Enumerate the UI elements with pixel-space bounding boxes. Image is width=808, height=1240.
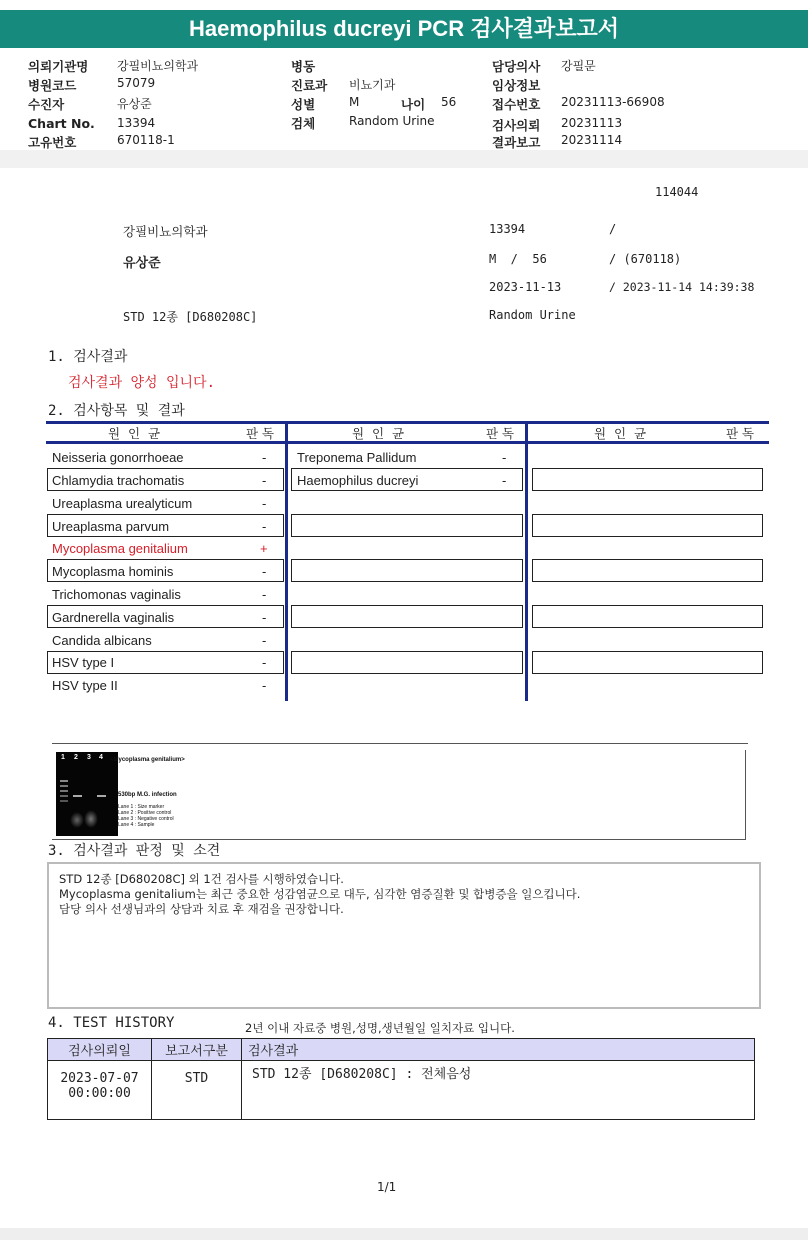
gel-legend-item: Lane 4 : Sample bbox=[118, 822, 155, 828]
pathogen-result: - bbox=[262, 473, 267, 488]
pathogen-name-positive: Mycoplasma genitalium bbox=[52, 541, 188, 556]
pathogen-name: Neisseria gonorrhoeae bbox=[52, 450, 184, 465]
col2-judge-header: 판 독 bbox=[486, 426, 515, 441]
pathogen-name: HSV type II bbox=[52, 678, 118, 693]
header-value-specimen: Random Urine bbox=[349, 114, 435, 128]
header-label-hospital: 의뢰기관명 bbox=[28, 59, 89, 74]
row-box bbox=[291, 559, 523, 582]
section1-result: 검사결과 양성 입니다. bbox=[68, 375, 216, 391]
section3-title: 3. 검사결과 판정 및 소견 bbox=[48, 843, 221, 859]
header-label-doctor: 담당의사 bbox=[492, 59, 541, 74]
pathogen-result: - bbox=[262, 587, 267, 602]
col3-judge-header: 판 독 bbox=[726, 426, 755, 441]
header-label-chart-no: Chart No. bbox=[28, 116, 95, 131]
history-table bbox=[47, 1038, 755, 1120]
gel-lane-3: 3 bbox=[87, 754, 91, 761]
section1-title: 1. 검사결과 bbox=[48, 349, 128, 365]
history-header-row bbox=[48, 1039, 755, 1061]
header-value-report-date: 20231114 bbox=[561, 133, 623, 147]
summary-specimen: Random Urine bbox=[489, 308, 576, 322]
pathogen-name: HSV type I bbox=[52, 655, 115, 670]
history-cell-date bbox=[48, 1061, 152, 1120]
header-value-patient: 유상준 bbox=[117, 97, 152, 111]
gel-lane-2: 2 bbox=[74, 754, 78, 761]
header-separator bbox=[0, 150, 808, 168]
header-label-sex: 성별 bbox=[291, 97, 316, 112]
pathogen-name: Ureaplasma parvum bbox=[52, 519, 170, 534]
header-label-unique-no: 고유번호 bbox=[28, 135, 77, 150]
summary-patient: 유상준 bbox=[123, 256, 161, 271]
summary-test-name: STD 12종 [D680208C] bbox=[123, 310, 258, 324]
header-value-hospital-code: 57079 bbox=[117, 76, 156, 90]
page-number: 1/1 bbox=[377, 1180, 397, 1194]
history-time: 00:00:00 bbox=[68, 1086, 131, 1101]
section2-title: 2. 검사항목 및 결과 bbox=[48, 403, 185, 419]
header-label-age: 나이 bbox=[401, 97, 426, 112]
header-value-chart-no: 13394 bbox=[117, 116, 156, 130]
row-box bbox=[291, 514, 523, 537]
gel-photo bbox=[56, 752, 118, 836]
bottom-bar bbox=[0, 1228, 808, 1240]
header-value-department: 비뇨기과 bbox=[349, 78, 396, 92]
pathogen-result: - bbox=[262, 678, 267, 693]
summary-hospital: 강필비뇨의학과 bbox=[123, 224, 208, 239]
pathogen-result: - bbox=[262, 450, 267, 465]
gel-band-label: 530bp M.G. infection bbox=[118, 792, 177, 798]
pathogen-result: - bbox=[262, 564, 267, 579]
opinion-box bbox=[47, 862, 761, 1009]
header-value-hospital: 강필비뇨의학과 bbox=[117, 59, 199, 73]
gel-lane-4: 4 bbox=[99, 754, 103, 761]
pathogen-result: - bbox=[262, 610, 267, 625]
opinion-line: STD 12종 [D680208C] 외 1건 검사를 시행하였습니다. bbox=[59, 872, 344, 886]
header-value-age: 56 bbox=[441, 95, 457, 109]
row-box bbox=[532, 559, 763, 582]
summary-date: 2023-11-13 bbox=[489, 280, 562, 294]
summary-code: 114044 bbox=[655, 185, 699, 199]
gel-legend-item: Lane 2 : Positive control bbox=[118, 810, 172, 816]
summary-report-time: / 2023-11-14 14:39:38 bbox=[609, 280, 755, 294]
table-row bbox=[48, 1061, 755, 1120]
grid-divider-1 bbox=[285, 421, 288, 701]
pathogen-result: - bbox=[262, 633, 267, 648]
header-label-specimen: 검체 bbox=[291, 116, 316, 131]
pathogen-name: Haemophilus ducreyi bbox=[297, 473, 419, 488]
pathogen-result: - bbox=[262, 496, 267, 511]
pathogen-name: Chlamydia trachomatis bbox=[52, 473, 185, 488]
row-box bbox=[532, 514, 763, 537]
header-label-patient: 수진자 bbox=[28, 97, 65, 112]
summary-sex-age: M / 56 bbox=[489, 252, 547, 266]
pathogen-result: - bbox=[502, 450, 507, 465]
header-label-request-date: 검사의뢰 bbox=[492, 118, 541, 133]
col2-pathogen-header: 원 인 균 bbox=[352, 426, 405, 441]
summary-slash: / bbox=[609, 222, 617, 236]
header-label-clinical-info: 임상정보 bbox=[492, 78, 541, 93]
gel-top-line bbox=[52, 743, 748, 744]
header-value-sex: M bbox=[349, 95, 360, 109]
history-header-date: 검사의뢰일 bbox=[48, 1039, 152, 1061]
header-label-receipt-no: 접수번호 bbox=[492, 97, 541, 112]
header-label-department: 진료과 bbox=[291, 78, 328, 93]
col1-judge-header: 판 독 bbox=[246, 426, 275, 441]
pathogen-name: Treponema Pallidum bbox=[297, 450, 417, 465]
section4-note: 2년 이내 자료중 병원,성명,생년월일 일치자료 입니다. bbox=[245, 1021, 515, 1035]
history-header-result: 검사결과 bbox=[242, 1039, 755, 1061]
pathogen-result: - bbox=[262, 655, 267, 670]
pathogen-result: - bbox=[502, 473, 507, 488]
pathogen-name: Gardnerella vaginalis bbox=[52, 610, 175, 625]
row-box bbox=[532, 651, 763, 674]
gel-legend-item: Lane 3 : Negative control bbox=[118, 816, 174, 822]
row-box bbox=[532, 605, 763, 628]
opinion-line: 담당 의사 선생님과의 상담과 치료 후 재검을 권장합니다. bbox=[59, 902, 344, 916]
pathogen-name: Trichomonas vaginalis bbox=[52, 587, 181, 602]
grid-divider-2 bbox=[525, 421, 528, 701]
header-value-unique-no: 670118-1 bbox=[117, 133, 175, 147]
col1-pathogen-header: 원 인 균 bbox=[108, 426, 161, 441]
row-box bbox=[291, 651, 523, 674]
history-result: STD 12종 [D680208C] : 전체음성 bbox=[242, 1061, 755, 1120]
report-title: Haemophilus ducreyi PCR 검사결과보고서 bbox=[0, 10, 808, 48]
header-label-report-date: 결과보고 bbox=[492, 135, 541, 150]
section4-title: 4. TEST HISTORY bbox=[48, 1015, 175, 1031]
col3-pathogen-header: 원 인 균 bbox=[594, 426, 647, 441]
pathogen-name: Candida albicans bbox=[52, 633, 152, 648]
opinion-line: Mycoplasma genitalium는 최근 중요한 성감염균으로 대두, 심각한 염증질환 및 합병증을 일으킵니다. bbox=[59, 887, 581, 901]
history-type: STD bbox=[152, 1061, 242, 1120]
pathogen-result-positive: + bbox=[260, 541, 268, 556]
gel-lane-1: 1 bbox=[61, 754, 65, 761]
header-value-request-date: 20231113 bbox=[561, 116, 623, 130]
header-value-receipt-no: 20231113-66908 bbox=[561, 95, 665, 109]
pathogen-result: - bbox=[262, 519, 267, 534]
pathogen-name: Mycoplasma hominis bbox=[52, 564, 174, 579]
header-label-ward: 병동 bbox=[291, 59, 316, 74]
header-label-hospital-code: 병원코드 bbox=[28, 78, 77, 93]
pathogen-name: Ureaplasma urealyticum bbox=[52, 496, 193, 511]
row-box bbox=[532, 468, 763, 491]
history-date: 2023-07-07 bbox=[60, 1071, 139, 1086]
gel-title: <Mycoplasma genitalium> bbox=[110, 757, 185, 763]
row-box bbox=[291, 605, 523, 628]
gel-legend-item: Lane 1 : Size marker bbox=[118, 804, 165, 810]
summary-birth: / (670118) bbox=[609, 252, 682, 266]
history-header-type: 보고서구분 bbox=[152, 1039, 242, 1061]
header-value-doctor: 강필문 bbox=[561, 59, 596, 73]
summary-chart-no: 13394 bbox=[489, 222, 526, 236]
